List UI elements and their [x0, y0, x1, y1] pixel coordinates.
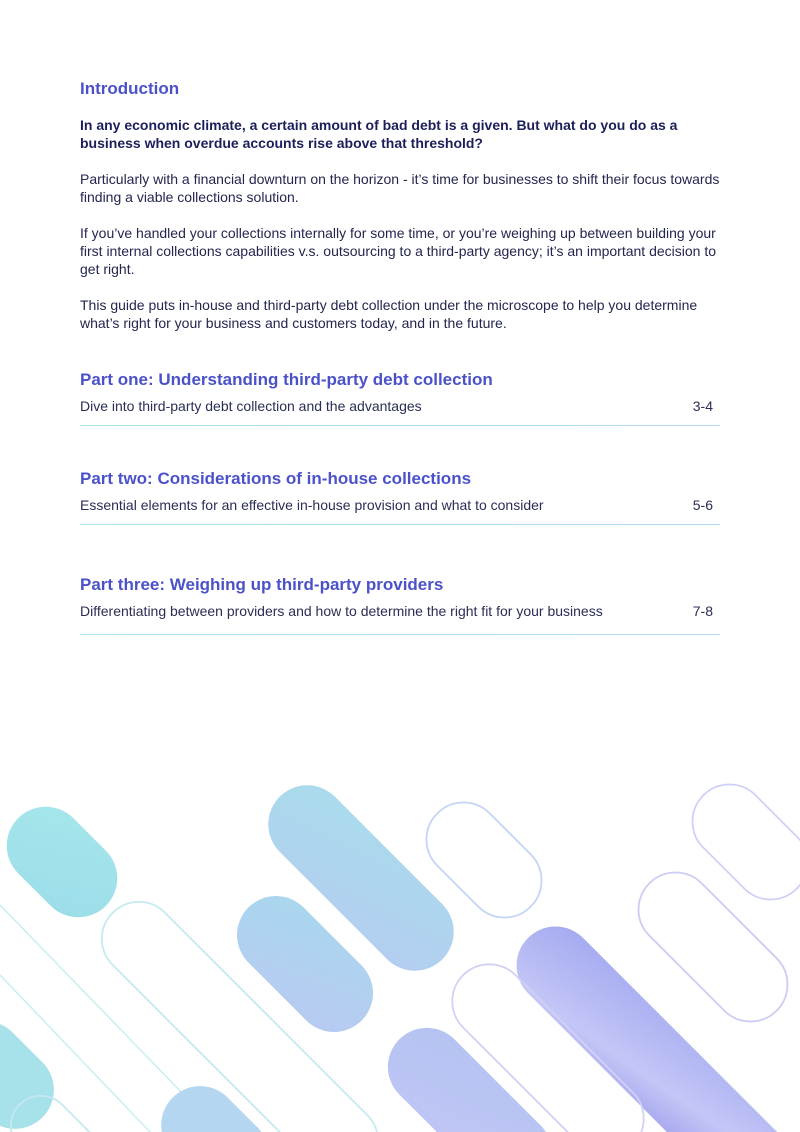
contents-entry-row: [80, 602, 720, 620]
contents-entry-description: Differentiating between providers and how to determine the right fit for your business: [80, 603, 603, 619]
contents-entry-pages: 3-4: [692, 398, 713, 414]
contents-divider: [80, 524, 720, 525]
contents-entry-row: [80, 496, 720, 514]
contents-entry-pages: 7-8: [692, 603, 713, 619]
introduction-heading: Introduction: [80, 79, 180, 98]
contents-entry-description: Dive into third-party debt collection and the advantages: [80, 398, 422, 414]
contents-entry-row: [80, 397, 720, 415]
contents-entry-part-three[interactable]: [80, 574, 720, 635]
contents-entry-title: Part three: Weighing up third-party providers: [80, 575, 444, 594]
decor-pill: [0, 1005, 70, 1132]
contents-divider: [80, 425, 720, 426]
introduction-section: [80, 78, 720, 350]
contents-entry-title: Part one: Understanding third-party debt collection: [80, 370, 493, 389]
contents-entry-pages: 5-6: [692, 497, 713, 513]
introduction-paragraph: Particularly with a financial downturn on the horizon - it’s time for businesses to shift their focus towards finding a viable collections solution.: [80, 171, 720, 205]
contents-entry-title: Part two: Considerations of in-house collections: [80, 469, 472, 488]
introduction-paragraph: This guide puts in-house and third-party debt collection under the microscope to help you determine what’s right for your business and customers today, and in the future.: [80, 297, 698, 331]
contents-entry-part-two[interactable]: [80, 468, 720, 525]
introduction-paragraph: If you’ve handled your collections internally for some time, or you’re weighing up between building your first internal collections capabilities v.s. outsourcing to a third-party agency; it’s an important decision to get right.: [80, 225, 717, 277]
decor-pill: [372, 1012, 569, 1132]
decorative-pill-pattern: [0, 780, 800, 1132]
decor-pill: [145, 1070, 285, 1132]
introduction-lead: In any economic climate, a certain amount of bad debt is a given. But what do you do as a business when overdue accounts rise above that threshold?: [80, 117, 678, 151]
contents-divider: [80, 634, 720, 635]
contents-entry-description: Essential elements for an effective in-house provision and what to consider: [80, 497, 544, 513]
decor-pill-outline: [677, 780, 800, 915]
contents-entry-part-one[interactable]: [80, 369, 720, 426]
